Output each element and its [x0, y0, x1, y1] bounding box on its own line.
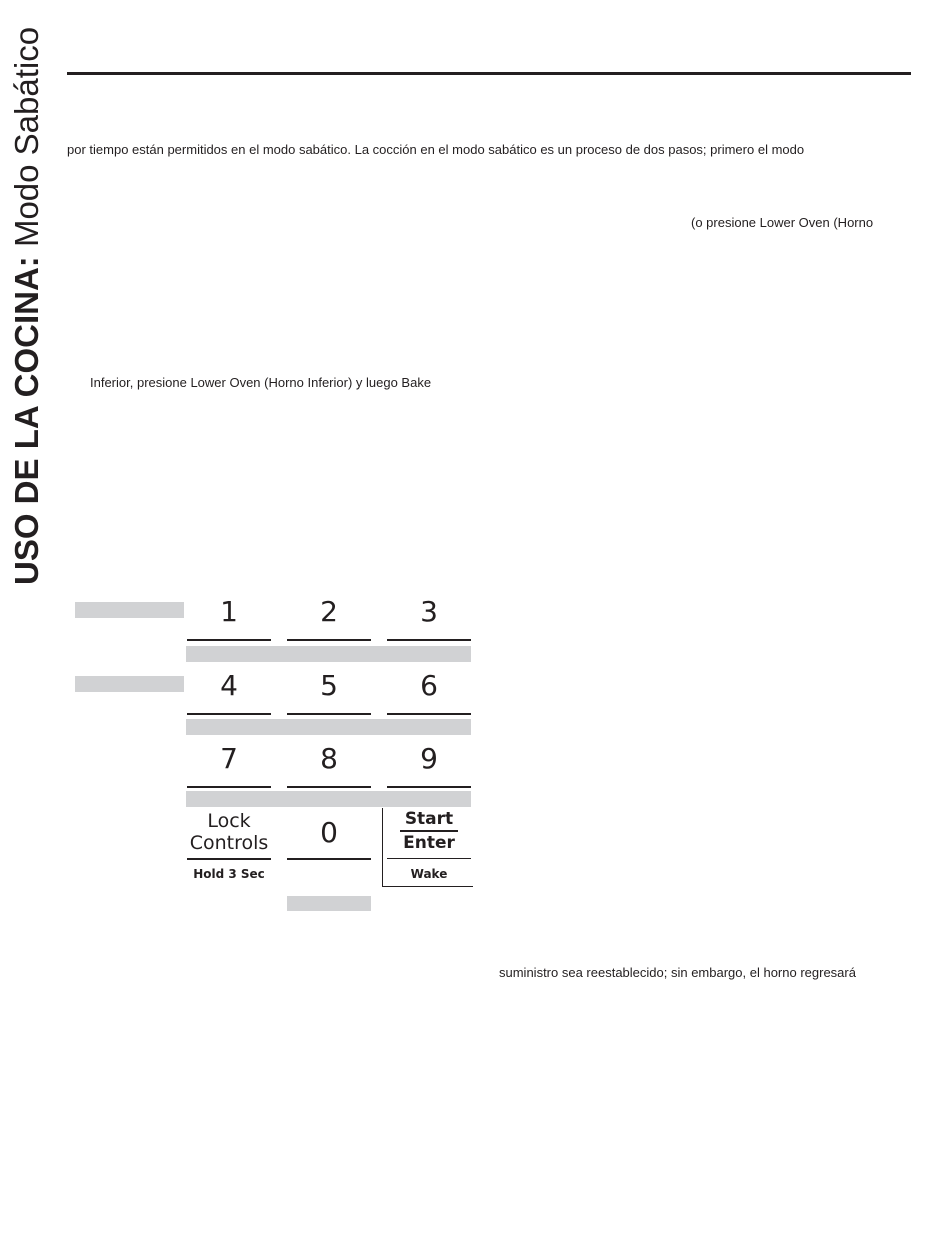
key-5[interactable]: 5 [320, 669, 338, 702]
highlight-bar [186, 719, 471, 735]
key-underline [187, 786, 271, 788]
lock-controls-key[interactable] [187, 810, 271, 854]
body-text-line-4: suministro sea reestablecido; sin embargo, el horno regresará [499, 965, 856, 980]
enter-label[interactable]: Enter [403, 833, 455, 853]
key-underline [287, 639, 371, 641]
highlight-bar [75, 676, 184, 692]
wake-label: Wake [410, 867, 448, 881]
key-1[interactable]: 1 [220, 595, 238, 628]
key-underline [287, 858, 371, 860]
start-label[interactable]: Start [404, 809, 454, 829]
key-underline [387, 639, 471, 641]
key-underline [187, 858, 271, 860]
highlight-bar [186, 791, 471, 807]
highlight-bar [287, 896, 371, 911]
key-9[interactable]: 9 [420, 742, 438, 775]
section-title-regular: Modo Sabático [8, 26, 45, 257]
section-title-bold: USO DE LA COCINA: [8, 256, 45, 585]
key-3[interactable]: 3 [420, 595, 438, 628]
key-8[interactable]: 8 [320, 742, 338, 775]
start-enter-divider [400, 830, 458, 832]
body-text-line-1: por tiempo están permitidos en el modo sabático. La cocción en el modo sabático es un proceso de dos pasos; primero el modo [67, 142, 805, 157]
key-underline [387, 858, 471, 859]
section-title [10, 27, 44, 585]
key-0[interactable]: 0 [320, 816, 338, 849]
controls-label: Controls [189, 832, 269, 854]
key-4[interactable]: 4 [220, 669, 238, 702]
hold-3-sec-label: Hold 3 Sec [193, 867, 265, 881]
body-text-line-2: (o presione Lower Oven (Horno [691, 215, 874, 230]
body-text-line-3: Inferior, presione Lower Oven (Horno Inferior) y luego Bake [90, 375, 432, 390]
header-rule [67, 72, 911, 75]
key-underline [387, 713, 471, 715]
highlight-bar [75, 602, 184, 618]
key-underline [287, 786, 371, 788]
key-7[interactable]: 7 [220, 742, 238, 775]
key-underline [287, 713, 371, 715]
lock-label: Lock [207, 810, 251, 832]
key-underline [387, 786, 471, 788]
start-enter-frame-left [382, 808, 383, 887]
highlight-bar [186, 646, 471, 662]
key-underline [187, 713, 271, 715]
key-underline [187, 639, 271, 641]
key-6[interactable]: 6 [420, 669, 438, 702]
key-2[interactable]: 2 [320, 595, 338, 628]
start-enter-frame-bottom [382, 886, 473, 887]
